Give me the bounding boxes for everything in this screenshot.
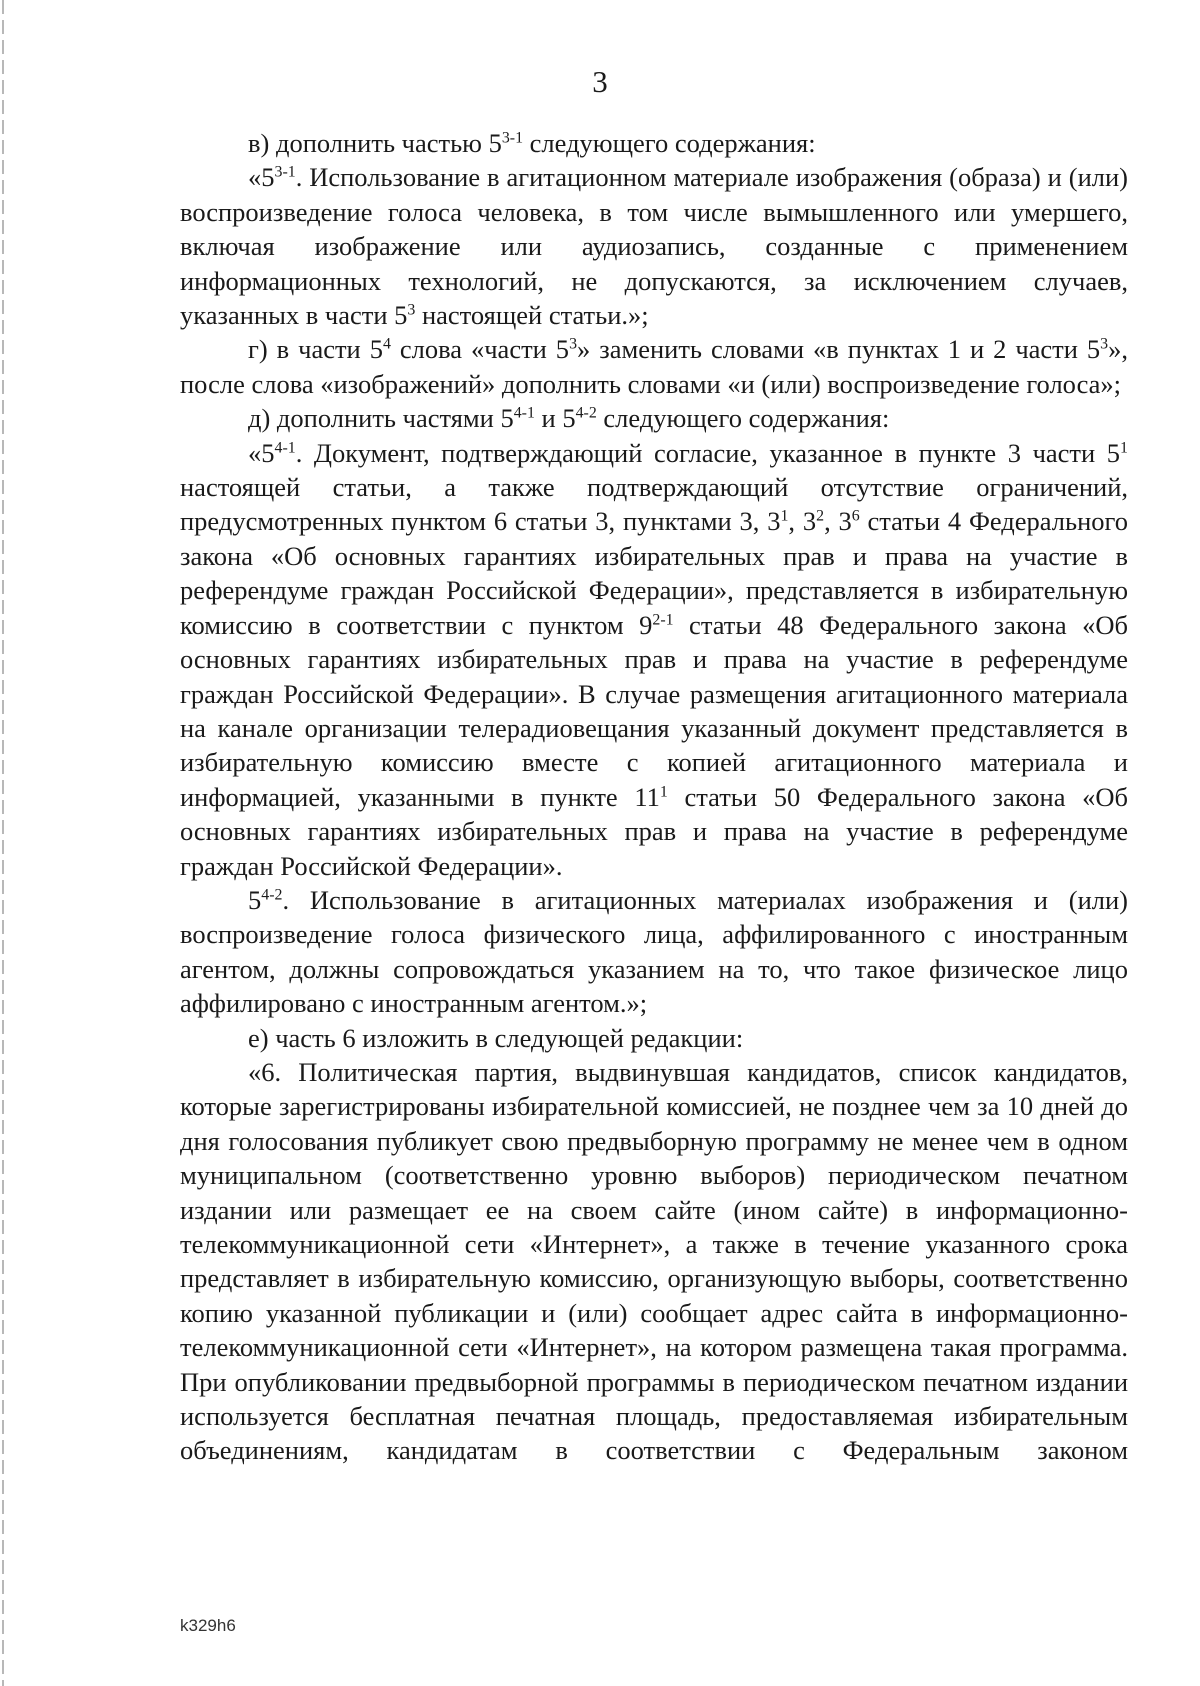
item-d-paragraph-2: 5$^{4-2}$. Использование в агитационных материалах изображения и (или) воспроизведение голоса физического лица, аффилированного с иностранным агентом, должны сопровождаться указанием на то, что такое физическое лицо аффилировано с иностранным агентом.»; — [180, 884, 1128, 1019]
item-d-intro: д) дополнить частями 5$^{4-1}$ и 5$^{4-2}$ следующего содержания: — [248, 403, 890, 434]
item-v-intro: в) дополнить частью 5$^{3-1}$ следующего содержания: — [248, 128, 816, 158]
item-e-intro: е) часть 6 изложить в следующей редакции: — [248, 1022, 744, 1053]
item-v-paragraph: «5$^{3-1}$. Использование в агитационном материале изображения (образа) и (или) воспроизведение голоса человека, в том числе вымышленного или умершего, включая изображение или аудиозапись, созданные с применением информационных технологий, не допускаются, за исключением случаев, указанных в части $5^3$ настоящей статьи.»; — [180, 162, 1128, 331]
page-number: 3 — [592, 64, 608, 99]
item-e-paragraph: «6. Политическая партия, выдвинувшая кандидатов, список кандидатов, которые зарегистрированы избирательной комиссией, не позднее чем за 10 дней до дня голосования публикует свою предвыборную программу не менее чем в одном муниципальном (соответственно уровню выборов) периодическом печатном издании или размещает ее на своем сайте (ином сайте) в информационно-телекоммуникационной сети «Интернет», а также в течение указанного срока представляет в избирательную комиссию, организующую выборы, соответственно копию указанной публикации и (или) сообщает адрес сайта в информационно-телекоммуникационной сети «Интернет», на котором размещена такая программа. При опубликовании предвыборной программы в периодическом печатном издании используется бесплатная печатная площадь, предоставляемая избирательным объединениям, кандидатам в соответствии с Федеральным законом — [180, 1056, 1128, 1466]
item-d-paragraph-1: «5$^{4-1}$. Документ, подтверждающий согласие, указанное в пункте 3 части $5^1$ настоящей статьи, а также подтверждающий отсутствие ограничений, предусмотренных пунктом 6 статьи 3, пунктами 3, $3^1$, $3^2$, $3^6$ статьи 4 Федерального закона «Об основных гарантиях избирательных прав и права на участие в референдуме граждан Российской Федерации», представляется в избирательную комиссию в соответствии с пунктом 9$^{2-1}$ статьи 48 Федерального закона «Об основных гарантиях избирательных прав и права на участие в референдуме граждан Российской Федерации». В случае размещения агитационного материала на канале организации телерадиовещания указанный документ представляется в избирательную комиссию вместе с копией агитационного материала и информацией, указанными в пункте $11^1$ статьи 50 Федерального закона «Об основных гарантиях избирательных прав и права на участие в референдуме граждан Российской Федерации». — [180, 437, 1129, 881]
scan-left-edge — [2, 0, 4, 1686]
document-body — [180, 126, 1128, 1468]
footer-code: k329h6 — [180, 1616, 236, 1635]
item-g-paragraph: г) в части $5^4$ слова «части $5^3$» заменить словами «в пунктах 1 и 2 части $5^3$», после слова «изображений» дополнить словами «и (или) воспроизведение голоса»; — [180, 334, 1128, 399]
